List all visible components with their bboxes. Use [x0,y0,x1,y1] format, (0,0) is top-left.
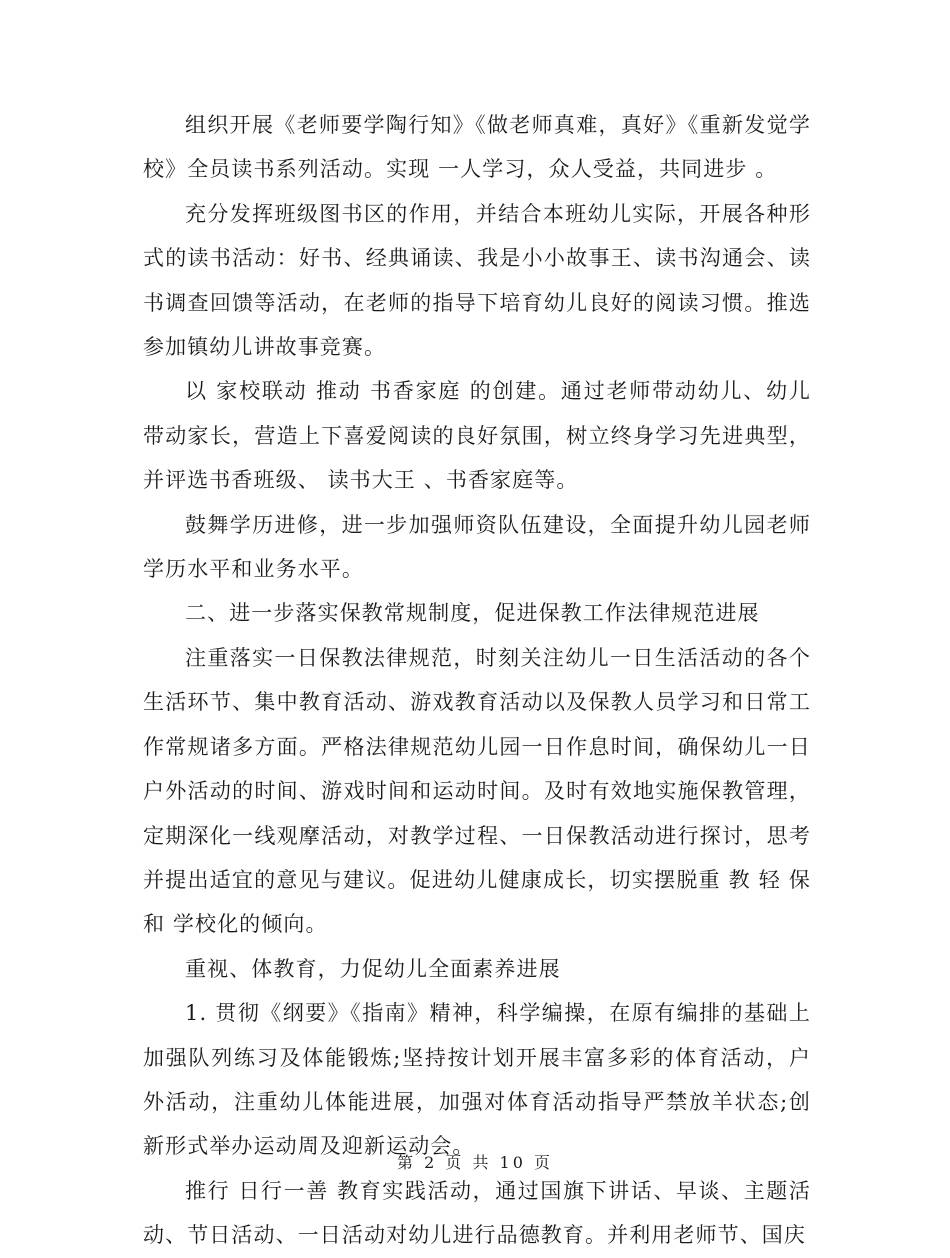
page-number-footer: 第 2 页 共 10 页 [397,1153,553,1172]
paragraph: 充分发挥班级图书区的作用，并结合本班幼儿实际，开展各种形式的读书活动：好书、经典诵读、我是小小故事王、读书沟通会、读书调查回馈等活动，在老师的指导下培育幼儿良好的阅读习惯。推选参加镇幼儿讲故事竞赛。 [143,201,811,360]
paragraph: 推行 日行一善 教育实践活动，通过国旗下讲话、早谈、主题活动、节日活动、一日活动对幼儿进行品德教育。并利用老师节、国庆 [143,1178,811,1248]
paragraph: 注重落实一日保教法律规范，时刻关注幼儿一日生活活动的各个生活环节、集中教育活动、游戏教育活动以及保教人员学习和日常工作常规诸多方面。严格法律规范幼儿园一日作息时间，确保幼儿一日户外活动的时间、游戏时间和运动时间。及时有效地实施保教管理，定期深化一线观摩活动，对教学过程、一日保教活动进行探讨，思考并提出适宜的意见与建议。促进幼儿健康成长，切实摆脱重 教 轻 保 和 学校化的倾向。 [143,645,811,937]
section-heading: 二、进一步落实保教常规制度，促进保教工作法律规范进展 [185,601,760,626]
document-body [143,103,811,1258]
paragraph: 鼓舞学历进修，进一步加强师资队伍建设，全面提升幼儿园老师学历水平和业务水平。 [143,512,811,582]
paragraph: 组织开展《老师要学陶行知》《做老师真难，真好》《重新发觉学校》全员读书系列活动。实现 一人学习，众人受益，共同进步 。 [143,113,811,182]
paragraph: 以 家校联动 推动 书香家庭 的创建。通过老师带动幼儿、幼儿带动家长，营造上下喜爱阅读的良好氛围，树立终身学习先进典型，并评选书香班级、 读书大王 、书香家庭等。 [143,379,811,493]
section-heading: 重视、体教育，力促幼儿全面素养进展 [185,956,561,981]
paragraph: 1. 贯彻《纲要》《指南》精神，科学编操，在原有编排的基础上加强队列练习及体能锻炼;坚持按计划开展丰富多彩的体育活动，户外活动，注重幼儿体能进展，加强对体育活动指导严禁放羊状态;创新形式举办运动周及迎新运动会。 [143,1001,811,1159]
